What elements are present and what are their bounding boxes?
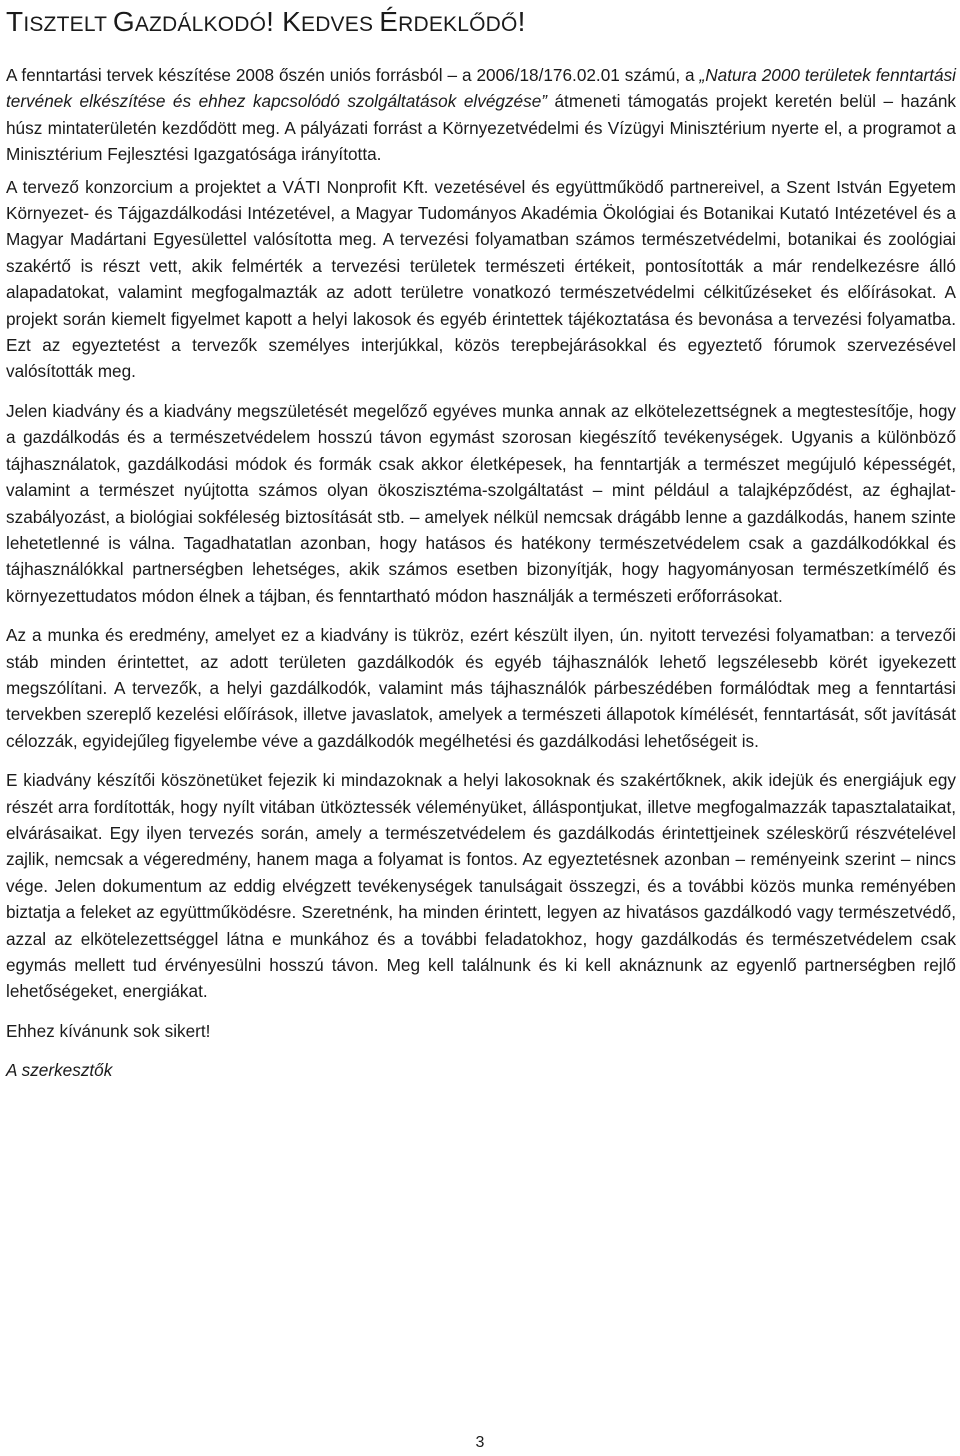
paragraph <box>6 398 956 609</box>
text-run: Ehhez kívánunk sok sikert! <box>6 1020 211 1041</box>
paragraph <box>6 1057 956 1083</box>
title-part: RDEKLŐDŐ <box>398 13 518 36</box>
italic-text: A szerkesztők <box>6 1060 113 1081</box>
paragraph <box>6 622 956 754</box>
page-number: 3 <box>475 1434 485 1451</box>
title-part: É <box>379 6 399 37</box>
paragraph <box>6 767 956 1005</box>
text-run: Jelen kiadvány és a kiadvány megszületését megelőző egyéves munka annak az elkötelezettségnek a megtestesítője, hogy a gazdálkodás és a természetvédelem hosszú távon egymást szorosan kiegészítő tevékenységek. Ugyanis a különböző tájhasználatok, gazdálkodási módok és formák csak akkor életképesek, ha fenntartják a természet megújuló képességét, valamint a természet nyújtotta számos olyan ökoszisztéma-szolgáltatást – mint például a talajképződést, az éghajlat-szabályozást, a biológiai sokféleség biztosítását stb. – amelyek nélkül nemcsak drágább lenne a gazdálkodás, hanem szinte lehetetlenné is válna. Tagadhatatlan azonban, hogy hatásos és hatékony természetvédelem csak a gazdálkodókkal és tájhasználókkal partnerségben lehetséges, akik számos esetben bizonyítják, hogy hagyományosan természetkímélő és környezettudatos módon élnek a tájban, és fenntartható módon használják a természeti erőforrásokat. <box>6 400 956 606</box>
text-run: átmeneti támogatás projekt keretén belül – hazánk húsz mintaterületén kezdődött meg. A pályázati forrást a Környezetvédelmi és Vízügyi Minisztérium nyerte el, a programot a Minisztérium Fejlesztési Igazgatósága irányította. <box>6 91 956 165</box>
text-run: Az a munka és eredmény, amelyet ez a kiadvány is tükröz, ezért készült ilyen, ún. nyitott tervezési folyamatban: a tervezői stáb minden érintettet, az adott területen gazdálkodók és egyéb tájhasználók lehető legszélesebb körét igyekezett megszólítani. A tervezők, a helyi gazdálkodók, valamint más tájhasználók párbeszédében formálódtak meg a fenntartási tervekben szereplő kezelési előírások, illetve javaslatok, amelyek a természeti állapotok kímélését, fenntartását, sőt javítását célozzák, egyidejűleg figyelembe véve a gazdálkodók megélhetési és gazdálkodási lehetőségeit is. <box>6 625 956 751</box>
italic-text: „Natura 2000 területek fenntartási tervének elkészítése és ehhez kapcsolódó szolgáltatások elvégzése” <box>6 65 956 112</box>
title-part: ISZTELT <box>23 13 113 36</box>
text-run: A tervező konzorcium a projektet a VÁTI Nonprofit Kft. vezetésével és együttműködő partnereivel, a Szent István Egyetem Környezet- és Tájgazdálkodási Intézetével, a Magyar Tudományos Akadémia Ökológiai és Botanikai Kutató Intézetével és a Magyar Madártani Egyesülettel valósította meg. A tervezési folyamatban számos természetvédelmi, botanikai és zoológiai szakértő is részt vett, akik felmérték a tervezési területek természeti értékeit, pontosították a már rendelkezésre álló alapadatokat, valamint megfogalmazták az adott területre vonatkozó természetvédelmi célkitűzéseket és előírásokat. A projekt során kiemelt figyelmet kapott a helyi lakosok és egyéb érintettek tájékoztatása és bevonása a tervezési folyamatba. Ezt az egyeztetést a tervezők személyes interjúkkal, közös terepbejárásokkal és egyeztető fórumok szervezésével valósították meg. <box>6 176 956 382</box>
title-part: EDVES <box>300 13 380 36</box>
text-run: A fenntartási tervek készítése 2008 őszén uniós forrásból – a 2006/18/176.02.01 számú, a <box>6 65 700 85</box>
title-part: ! K <box>266 6 301 37</box>
title-part: ! <box>517 6 526 37</box>
body-text <box>6 62 956 1084</box>
title-part: AZDÁLKODÓ <box>134 13 267 36</box>
document-page <box>6 4 956 1084</box>
paragraph <box>6 174 956 385</box>
paragraph <box>6 1018 956 1044</box>
title-part: G <box>112 6 135 37</box>
text-run: E kiadvány készítői köszönetüket fejezik ki mindazoknak a helyi lakosoknak és szakértőknek, akik idejük és energiájuk egy részét arra fordították, hogy nyílt vitában ütköztessék véleményüket, álláspontjukat, illetve megfogalmazzák tapasztalataikat, elvárásaikat. Egy ilyen tervezés során, amely a természetvédelem és gazdálkodás érintettjeinek széleskörű részvételével zajlik, nemcsak a végeredmény, hanem maga a folyamat is fontos. Az egyeztetésnek azonban – reményeink szerint – nincs vége. Jelen dokumentum az eddig elvégzett tevékenységek tanulságait összegzi, és a további közös munka reményében biztatja a feleket az együttműködésre. Szeretnénk, ha minden érintett, legyen az hivatásos gazdálkodó vagy természetvédő, azzal az elkötelezettséggel látna e munkához és a további feladatokhoz, hogy gazdálkodás és természetvédelem csak egymás mellett tud érvényesülni hosszú távon. Meg kell találnunk és ki kell aknáznunk az egyenlő partnerségben rejlő lehetőségeket, energiákat. <box>6 770 956 1002</box>
page-title <box>6 4 956 43</box>
paragraph <box>6 62 956 168</box>
title-part: T <box>6 6 24 37</box>
